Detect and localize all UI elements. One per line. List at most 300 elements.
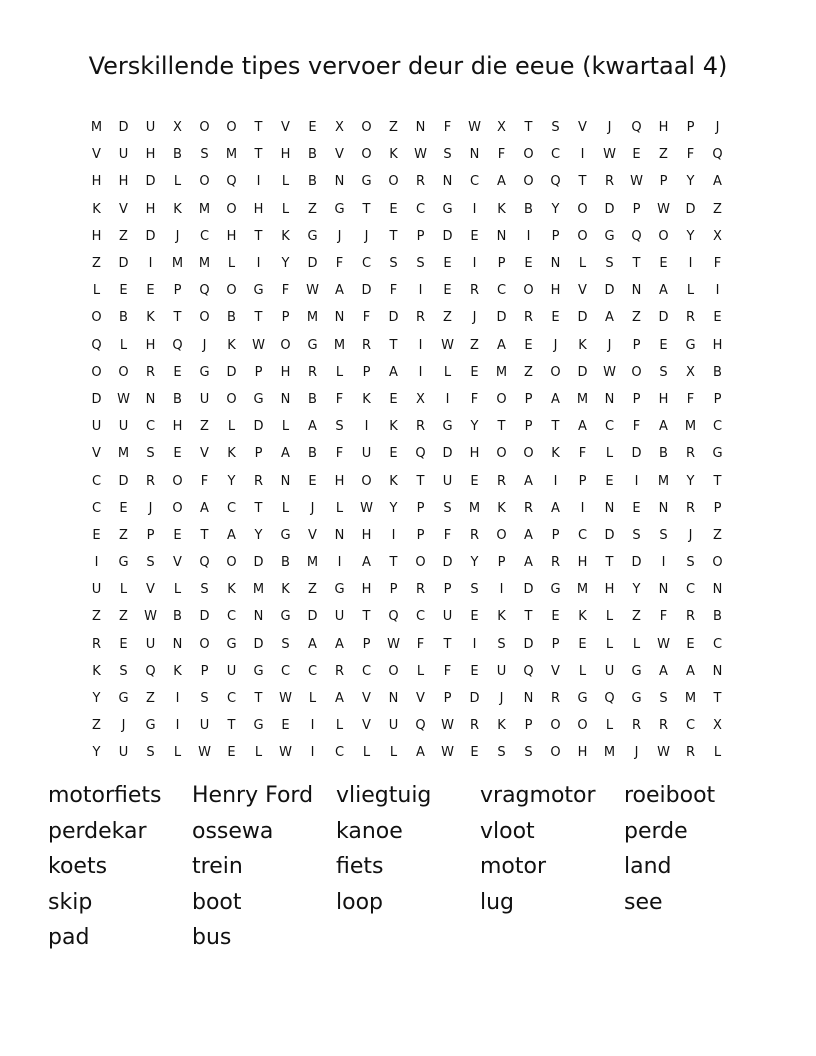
grid-letter: C [334,745,345,761]
grid-letter: E [713,310,722,326]
grid-letter: S [443,500,452,516]
grid-letter: N [604,500,615,516]
grid-letter: O [280,337,291,353]
grid-letter: T [254,120,263,136]
grid-letter: U [604,663,615,679]
grid-letter: O [91,364,102,380]
grid-letter: T [416,473,425,489]
grid-letter: A [308,636,317,652]
grid-letter: G [253,391,264,407]
grid-letter: P [524,419,533,435]
grid-letter: J [607,120,612,136]
grid-letter: P [443,582,452,598]
grid-letter: F [443,663,452,679]
grid-letter: Z [119,228,128,244]
grid-letter: R [415,310,426,326]
grid-letter: S [686,555,695,571]
grid-row [83,141,731,168]
grid-letter: I [580,500,585,516]
grid-letter: O [523,147,534,163]
grid-letter: A [578,419,587,435]
grid-letter: D [577,310,588,326]
grid-letter: F [713,256,722,272]
grid-letter: T [362,201,371,217]
grid-letter: G [550,582,561,598]
grid-letter: R [469,718,480,734]
grid-letter: T [497,419,506,435]
word-list-item: see [624,889,663,915]
grid-letter: K [281,582,290,598]
grid-letter: R [523,500,534,516]
grid-letter: M [684,691,697,707]
grid-letter: F [281,283,290,299]
grid-letter: C [604,419,615,435]
grid-letter: F [389,283,398,299]
grid-letter: N [145,391,156,407]
grid-letter: F [362,310,371,326]
grid-row [83,739,731,766]
grid-letter: I [175,691,180,707]
grid-letter: O [226,201,237,217]
grid-letter: Q [226,174,237,190]
grid-letter: X [713,228,722,244]
grid-letter: E [632,147,641,163]
grid-letter: D [604,527,615,543]
grid-letter: J [364,228,369,244]
grid-letter: C [415,609,426,625]
word-list-item: pad [48,925,90,950]
grid-letter: B [308,446,317,462]
grid-letter: F [443,120,452,136]
grid-letter: O [172,500,183,516]
grid-letter: R [361,337,372,353]
grid-letter: I [418,283,423,299]
grid-letter: C [550,147,561,163]
grid-letter: N [496,228,507,244]
grid-letter: E [308,473,317,489]
grid-letter: N [658,582,669,598]
grid-letter: L [281,174,290,190]
grid-letter: T [443,636,452,652]
grid-letter: B [713,364,722,380]
grid-letter: O [118,364,129,380]
grid-letter: J [310,500,315,516]
grid-letter: N [658,500,669,516]
grid-letter: E [173,527,182,543]
grid-letter: X [335,120,344,136]
grid-letter: T [254,310,263,326]
grid-letter: E [443,256,452,272]
grid-letter: U [496,663,507,679]
grid-letter: O [226,120,237,136]
grid-letter: Y [686,473,695,489]
grid-letter: O [199,310,210,326]
grid-letter: U [388,718,399,734]
grid-letter: L [281,419,290,435]
page-title: Verskillende tipes vervoer deur die eeue (kwartaal 4) [88,52,728,80]
grid-letter: O [199,174,210,190]
grid-letter: N [280,473,291,489]
grid-letter: U [118,147,129,163]
grid-letter: I [364,419,369,435]
grid-letter: L [335,364,344,380]
grid-letter: J [553,337,558,353]
grid-letter: M [657,473,670,489]
grid-letter: M [117,446,130,462]
grid-letter: S [200,691,209,707]
grid-letter: D [442,446,453,462]
grid-letter: C [199,228,210,244]
grid-letter: Y [686,228,695,244]
grid-letter: R [469,527,480,543]
grid-letter: P [551,527,560,543]
grid-letter: W [657,636,670,652]
grid-letter: W [306,283,319,299]
grid-letter: R [307,364,318,380]
grid-letter: D [118,120,129,136]
grid-letter: G [685,337,696,353]
grid-letter: O [523,174,534,190]
grid-letter: L [308,691,317,707]
grid-letter: R [415,582,426,598]
grid-letter: X [686,364,695,380]
grid-letter: I [472,256,477,272]
grid-letter: O [550,718,561,734]
grid-letter: O [226,555,237,571]
grid-letter: R [145,473,156,489]
grid-letter: L [335,718,344,734]
grid-letter: P [281,310,290,326]
grid-letter: B [173,147,182,163]
grid-letter: O [523,446,534,462]
grid-letter: I [553,473,558,489]
grid-letter: Q [550,174,561,190]
grid-letter: V [173,555,182,571]
grid-letter: O [631,364,642,380]
grid-letter: H [280,147,291,163]
grid-letter: O [577,201,588,217]
grid-letter: V [119,201,128,217]
grid-letter: J [634,745,639,761]
grid-letter: P [632,201,641,217]
grid-letter: Y [389,500,398,516]
grid-letter: O [658,228,669,244]
grid-letter: S [470,582,479,598]
grid-letter: E [227,745,236,761]
grid-letter: Q [388,609,399,625]
grid-letter: R [523,310,534,326]
grid-letter: R [685,745,696,761]
grid-letter: E [470,473,479,489]
grid-letter: M [576,582,589,598]
grid-letter: F [578,446,587,462]
word-list-item: Henry Ford [192,783,314,808]
grid-letter: H [577,555,588,571]
grid-letter: X [173,120,182,136]
grid-letter: I [472,201,477,217]
word-list-item: skip [48,889,93,915]
grid-row [83,712,731,739]
grid-letter: W [279,745,292,761]
grid-letter: G [307,337,318,353]
grid-letter: T [524,120,533,136]
word-list-item: perdekar [48,818,147,844]
grid-letter: L [119,582,128,598]
grid-letter: M [333,337,346,353]
word-list-item: kanoe [336,818,403,844]
grid-letter: G [145,718,156,734]
grid-letter: A [659,419,668,435]
grid-letter: L [254,745,263,761]
grid-letter: D [361,283,372,299]
grid-letter: Y [470,419,479,435]
grid-letter: L [119,337,128,353]
grid-letter: I [418,364,423,380]
grid-letter: M [306,310,319,326]
grid-letter: V [146,582,155,598]
grid-letter: K [227,337,236,353]
grid-letter: A [362,555,371,571]
grid-letter: L [605,636,614,652]
grid-letter: O [712,555,723,571]
grid-letter: O [361,120,372,136]
grid-letter: R [685,500,696,516]
grid-letter: O [91,310,102,326]
grid-letter: J [688,527,693,543]
grid-letter: G [334,582,345,598]
grid-row [83,522,731,549]
grid-letter: T [389,228,398,244]
grid-letter: L [416,663,425,679]
grid-letter: V [578,120,587,136]
grid-letter: I [256,174,261,190]
grid-letter: S [146,745,155,761]
grid-letter: K [497,718,506,734]
grid-letter: E [659,256,668,272]
grid-letter: E [92,527,101,543]
grid-letter: E [605,473,614,489]
grid-letter: N [388,691,399,707]
grid-letter: L [605,718,614,734]
word-list-item: land [624,854,672,879]
grid-letter: M [198,256,211,272]
grid-letter: L [632,636,641,652]
word-list-item: roeiboot [624,783,716,808]
grid-letter: T [713,691,722,707]
grid-letter: T [632,256,641,272]
grid-letter: T [254,500,263,516]
grid-letter: E [308,120,317,136]
grid-letter: F [200,473,209,489]
grid-letter: Z [92,256,101,272]
grid-letter: O [496,527,507,543]
grid-letter: S [119,663,128,679]
grid-letter: P [713,391,722,407]
grid-letter: V [416,691,425,707]
grid-letter: S [443,147,452,163]
grid-letter: P [632,337,641,353]
grid-letter: E [524,256,533,272]
grid-letter: G [280,527,291,543]
grid-letter: P [551,228,560,244]
grid-letter: V [308,527,317,543]
grid-letter: L [686,283,695,299]
grid-letter: R [550,691,561,707]
grid-letter: D [469,691,480,707]
grid-letter: B [173,391,182,407]
grid-letter: N [469,147,480,163]
grid-letter: U [145,120,156,136]
grid-letter: R [415,419,426,435]
grid-letter: K [497,201,506,217]
grid-letter: W [603,147,616,163]
grid-letter: T [605,555,614,571]
grid-letter: P [551,636,560,652]
word-list-item: vragmotor [480,783,596,808]
word-list-item: trein [192,854,243,879]
grid-letter: Y [470,555,479,571]
grid-letter: Z [389,120,398,136]
grid-letter: K [389,473,398,489]
grid-letter: D [604,201,615,217]
grid-letter: C [415,201,426,217]
word-list-item: perde [624,818,688,844]
grid-letter: M [306,555,319,571]
grid-letter: S [497,636,506,652]
grid-letter: A [497,337,506,353]
grid-letter: F [686,147,695,163]
grid-letter: E [686,636,695,652]
grid-letter: D [604,283,615,299]
grid-letter: T [551,419,560,435]
grid-letter: I [688,256,693,272]
grid-letter: G [118,691,129,707]
grid-letter: E [119,283,128,299]
grid-letter: G [253,663,264,679]
grid-letter: F [632,419,641,435]
grid-letter: J [472,310,477,326]
word-list-item: lug [480,889,515,915]
grid-letter: K [497,500,506,516]
grid-letter: J [202,337,207,353]
grid-letter: L [335,500,344,516]
grid-letter: W [441,745,454,761]
grid-row [83,685,731,712]
grid-letter: H [253,201,264,217]
grid-letter: D [118,473,129,489]
grid-letter: W [252,337,265,353]
grid-letter: F [335,446,344,462]
grid-letter: P [686,120,695,136]
grid-letter: O [496,446,507,462]
word-list-item: loop [336,889,383,915]
grid-letter: S [281,636,290,652]
grid-letter: Y [254,527,263,543]
grid-letter: N [280,391,291,407]
grid-letter: K [497,609,506,625]
grid-letter: P [578,473,587,489]
grid-letter: C [226,500,237,516]
grid-letter: R [604,174,615,190]
grid-letter: Q [199,283,210,299]
grid-letter: C [91,500,102,516]
grid-letter: U [145,636,156,652]
grid-letter: G [712,446,723,462]
grid-letter: C [307,663,318,679]
grid-letter: S [200,582,209,598]
grid-letter: P [497,555,506,571]
grid-letter: R [550,555,561,571]
grid-letter: H [91,174,102,190]
grid-letter: E [443,283,452,299]
grid-letter: D [145,228,156,244]
grid-row [83,549,731,576]
grid-letter: E [659,337,668,353]
grid-letter: M [684,419,697,435]
grid-letter: S [200,147,209,163]
grid-letter: D [442,555,453,571]
grid-letter: U [91,582,102,598]
grid-letter: A [389,364,398,380]
grid-letter: K [578,337,587,353]
grid-letter: Z [308,201,317,217]
grid-letter: F [686,391,695,407]
grid-letter: R [685,446,696,462]
grid-letter: R [631,718,642,734]
grid-letter: U [226,663,237,679]
grid-letter: P [200,663,209,679]
grid-letter: I [715,283,720,299]
grid-letter: N [604,391,615,407]
grid-letter: L [605,446,614,462]
grid-letter: C [91,473,102,489]
grid-letter: W [279,691,292,707]
grid-letter: H [604,582,615,598]
grid-letter: Q [199,555,210,571]
grid-letter: K [389,419,398,435]
grid-letter: E [146,283,155,299]
grid-letter: E [389,201,398,217]
grid-row [83,304,731,331]
grid-row [83,467,731,494]
grid-letter: E [470,663,479,679]
grid-letter: Y [551,201,560,217]
grid-letter: M [468,500,481,516]
grid-letter: F [470,391,479,407]
grid-letter: F [416,636,425,652]
grid-letter: A [497,174,506,190]
grid-letter: A [551,391,560,407]
grid-letter: N [415,120,426,136]
grid-letter: R [91,636,102,652]
grid-letter: T [362,609,371,625]
grid-letter: K [578,609,587,625]
grid-letter: V [578,283,587,299]
grid-letter: I [472,636,477,652]
grid-letter: F [497,147,506,163]
grid-letter: Q [415,718,426,734]
grid-letter: A [308,419,317,435]
grid-letter: O [361,147,372,163]
grid-letter: K [92,663,101,679]
grid-letter: F [659,609,668,625]
word-list-item: vliegtuig [336,783,432,808]
grid-letter: H [145,201,156,217]
grid-letter: R [145,364,156,380]
grid-letter: I [256,256,261,272]
grid-letter: B [119,310,128,326]
grid-letter: H [118,174,129,190]
